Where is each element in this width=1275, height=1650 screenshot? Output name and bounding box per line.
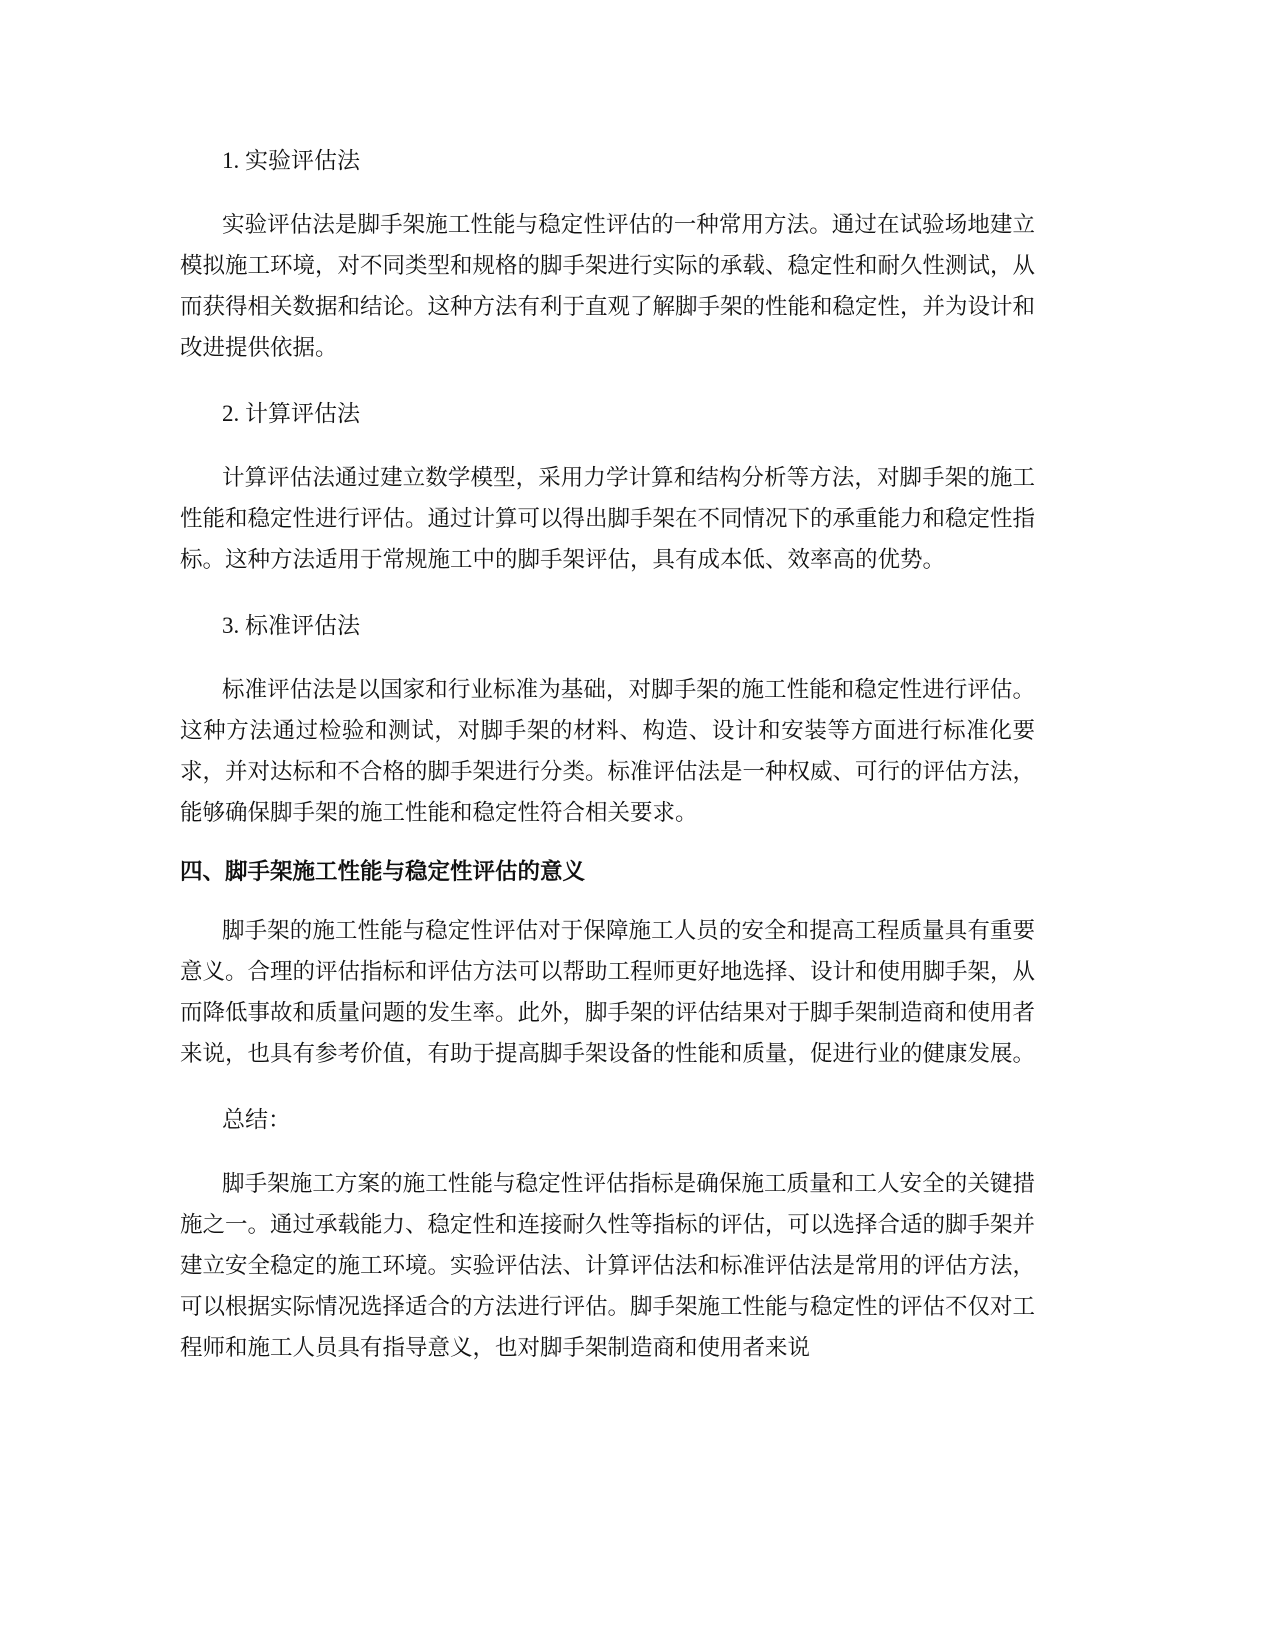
document-body <box>180 140 1035 1393</box>
paragraph-significance: 脚手架的施工性能与稳定性评估对于保障施工人员的安全和提高工程质量具有重要意义。合理的评估指标和评估方法可以帮助工程师更好地选择、设计和使用脚手架，从而降低事故和质量问题的发生率。此外，脚手架的评估结果对于脚手架制造商和使用者来说，也具有参考价值，有助于提高脚手架设备的性能和质量，促进行业的健康发展。 <box>180 918 1036 1067</box>
paragraph-standard-method: 标准评估法是以国家和行业标准为基础，对脚手架的施工性能和稳定性进行评估。这种方法通过检验和测试，对脚手架的材料、构造、设计和安装等方面进行标准化要求，并对达标和不合格的脚手架进行分类。标准评估法是一种权威、可行的评估方法，能够确保脚手架的施工性能和稳定性符合相关要求。 <box>180 677 1036 826</box>
item-heading-1: 1. 实验评估法 <box>222 148 360 173</box>
section-heading-significance: 四、脚手架施工性能与稳定性评估的意义 <box>180 859 586 885</box>
paragraph-summary: 脚手架施工方案的施工性能与稳定性评估指标是确保施工质量和工人安全的关键措施之一。通过承载能力、稳定性和连接耐久性等指标的评估，可以选择合适的脚手架并建立安全稳定的施工环境。实验评估法、计算评估法和标准评估法是常用的评估方法，可以根据实际情况选择适合的方法进行评估。脚手架施工性能与稳定性的评估不仅对工程师和施工人员具有指导意义，也对脚手架制造商和使用者来说 <box>180 1171 1036 1361</box>
summary-label: 总结： <box>222 1107 291 1132</box>
paragraph-calculation-method: 计算评估法通过建立数学模型，采用力学计算和结构分析等方法，对脚手架的施工性能和稳定性进行评估。通过计算可以得出脚手架在不同情况下的承重能力和稳定性指标。这种方法适用于常规施工中的脚手架评估，具有成本低、效率高的优势。 <box>180 465 1036 573</box>
paragraph-experimental-method: 实验评估法是脚手架施工性能与稳定性评估的一种常用方法。通过在试验场地建立模拟施工环境，对不同类型和规格的脚手架进行实际的承载、稳定性和耐久性测试，从而获得相关数据和结论。这种方法有利于直观了解脚手架的性能和稳定性，并为设计和改进提供依据。 <box>180 212 1036 361</box>
item-heading-2: 2. 计算评估法 <box>222 401 360 426</box>
item-heading-3: 3. 标准评估法 <box>222 613 360 638</box>
